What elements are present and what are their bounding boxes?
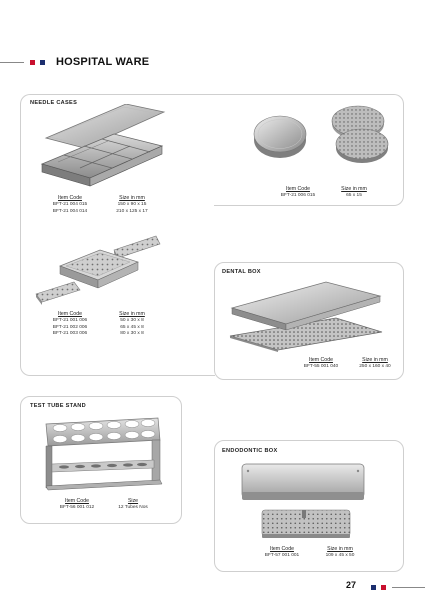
item-code: BFT-21 004 014: [52, 208, 88, 214]
item-size: 210 x 125 x 17: [116, 208, 148, 214]
round-box-image: [250, 104, 400, 168]
item-size: 65 x 15: [346, 193, 362, 198]
item-code: BFT-57 001 001: [264, 553, 300, 558]
item-code: BFT-21 004 015: [52, 202, 88, 207]
item-code: BFT-21 003 006: [52, 331, 88, 336]
col-header-size: Size in mm: [362, 357, 388, 363]
col-header-size: Size in mm: [327, 546, 353, 552]
perforated-trays-image: [30, 232, 170, 310]
item-code: BFT-56 001 012: [59, 505, 95, 510]
footer-square-navy: [371, 585, 376, 590]
col-header-size: Size in mm: [341, 186, 367, 192]
test-tube-stand-image: [42, 414, 164, 494]
page-number: 27: [346, 580, 357, 590]
header-square-red: [30, 60, 35, 65]
item-code: BFT-55 001 040: [303, 364, 339, 369]
item-code: BFT-21 001 006: [52, 318, 88, 323]
footer-square-red: [381, 585, 386, 590]
col-header-size: Size in mm: [119, 195, 145, 201]
dental-box-image: [224, 278, 394, 352]
item-size: 250 x 160 x 40: [359, 364, 391, 369]
col-header-item-code: Item Code: [58, 195, 82, 201]
col-header-size: Size: [127, 498, 139, 504]
item-code: BFT-21 002 006: [52, 324, 88, 330]
needle-case-image: [34, 104, 174, 190]
col-header-item-code: Item Code: [270, 546, 294, 552]
header-square-navy: [40, 60, 45, 65]
item-size: 109 x 45 x 50: [325, 553, 355, 558]
col-header-item-code: Item Code: [58, 311, 82, 317]
item-size: 50 x 30 x 8: [120, 318, 144, 323]
col-header-item-code: Item Code: [65, 498, 89, 504]
col-header-item-code: Item Code: [286, 186, 310, 192]
dental-box-title: DENTAL BOX: [222, 269, 261, 275]
item-size: 65 x 45 x 8: [120, 324, 144, 330]
endodontic-box-image: [230, 458, 380, 542]
item-size: 150 x 90 x 15: [117, 202, 147, 207]
page-title: HOSPITAL WARE: [56, 56, 150, 68]
test-tube-stand-title: TEST TUBE STAND: [30, 403, 86, 409]
col-header-size: Size in mm: [119, 311, 145, 317]
item-size: 80 x 30 x 8: [120, 331, 144, 336]
col-header-item-code: Item Code: [309, 357, 333, 363]
item-code: BFT-21 006 015: [280, 193, 316, 198]
header-rule: [0, 62, 24, 63]
item-size: 12 Tubes Nos: [118, 505, 148, 510]
endodontic-box-title: ENDODONTIC BOX: [222, 448, 278, 454]
footer-rule: [392, 587, 425, 588]
needle-cases-title: NEEDLE CASES: [30, 100, 78, 106]
